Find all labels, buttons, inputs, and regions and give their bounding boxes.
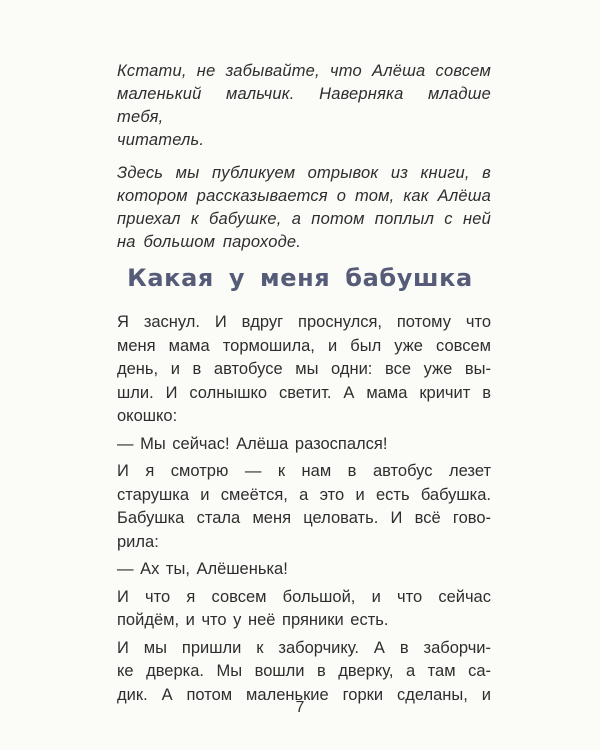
text-line: дик. А потом маленькие горки сделаны, и [117, 685, 491, 704]
text-line: — Ах ты, Алёшенька! [117, 560, 288, 578]
text-line: Я заснул. И вдруг проснулся, потому что [117, 313, 491, 331]
page-number: 7 [295, 699, 305, 716]
text-line: котором рассказывается о том, как Алёша [117, 187, 491, 205]
story-paragraph-3 [117, 460, 491, 554]
chapter-heading: Какая у меня бабушка [127, 264, 473, 292]
text-line: пойдём, и что у неё пряники есть. [117, 611, 389, 629]
intro-paragraph-2 [117, 162, 491, 254]
intro-paragraph-1 [117, 60, 491, 152]
story-paragraph-6 [117, 637, 491, 708]
text-line: Здесь мы публикуем отрывок из книги, в [117, 164, 491, 182]
text-line: рила: [117, 532, 159, 551]
text-line: маленький мальчик. Наверняка младше тебя, [117, 85, 491, 126]
text-line: Кстати, не забывайте, что Алёша совсем [117, 62, 491, 80]
story-paragraph-1 [117, 311, 491, 429]
text-line: Бабушка стала меня целовать. И всё гово- [117, 509, 491, 527]
text-line: — Мы сейчас! Алёша разоспался! [117, 434, 388, 453]
text-line: старушка и смеётся, а это и есть бабушка. [117, 485, 491, 504]
text-line: шли. И солнышко светит. А мама кричит в [117, 383, 491, 402]
story-text [117, 311, 491, 707]
text-line: читатель. [117, 131, 205, 149]
intro-section [117, 60, 491, 260]
text-line: меня мама тормошила, и был уже совсем [117, 336, 491, 355]
text-line: приехал к бабушке, а потом поплыл с ней [117, 210, 491, 228]
text-line: И я смотрю — к нам в автобус лезет [117, 462, 491, 480]
text-line: на большом пароходе. [117, 233, 302, 251]
story-paragraph-2 [117, 433, 491, 457]
story-paragraph-4 [117, 558, 491, 582]
text-line: ке дверка. Мы вошли в дверку, а там са- [117, 662, 491, 680]
text-line: окошко: [117, 407, 178, 425]
text-line: И что я совсем большой, и что сейчас [117, 587, 491, 606]
text-line: день, и в автобусе мы одни: все уже вы- [117, 360, 491, 378]
story-paragraph-5 [117, 586, 491, 633]
text-line: И мы пришли к заборчику. А в заборчи- [117, 638, 491, 657]
